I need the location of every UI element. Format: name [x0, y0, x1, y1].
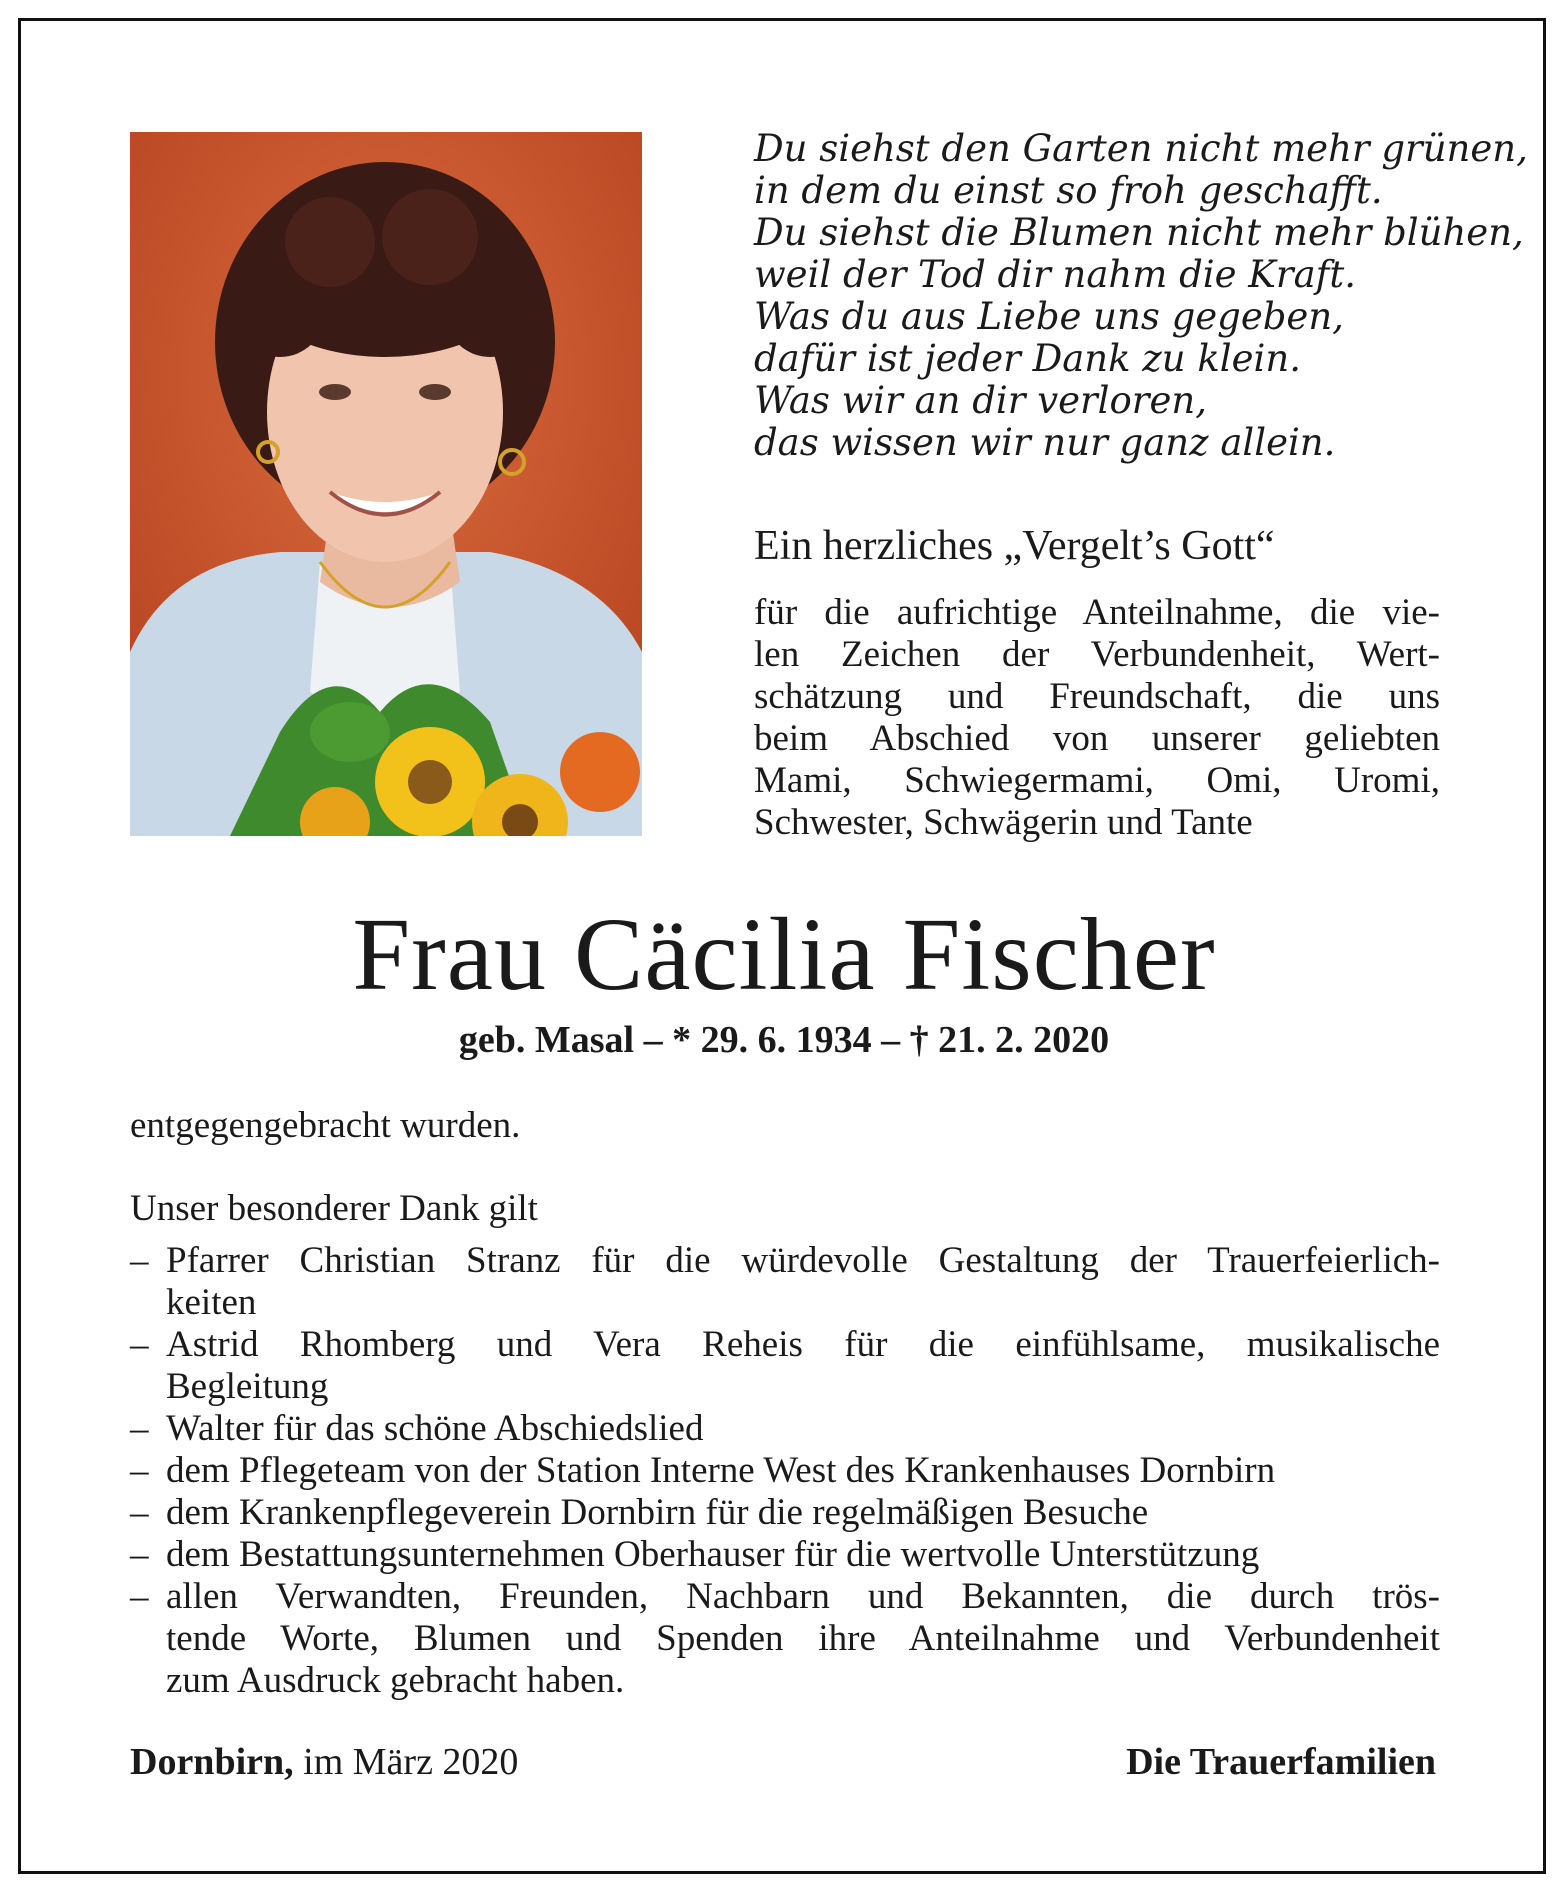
list-item: [130, 1450, 1440, 1492]
date: im März 2020: [303, 1741, 519, 1783]
dash-bullet: –: [130, 1576, 149, 1617]
portrait-photo: [130, 132, 642, 836]
dash-bullet: –: [130, 1324, 149, 1365]
list-item-line: Begleitung: [166, 1366, 329, 1407]
thanks-line: beim Abschied von unserer geliebten: [754, 718, 1440, 759]
dash-bullet: –: [130, 1534, 149, 1575]
list-item-line: keiten: [166, 1282, 257, 1323]
list-item: [130, 1576, 1440, 1702]
deceased-name: Frau Cäcilia Fischer: [352, 897, 1216, 1012]
thanks-heading: Ein herzliches „Vergelt’s Gott“: [754, 523, 1275, 569]
dash-bullet: –: [130, 1492, 149, 1533]
place-date: [130, 1740, 518, 1784]
poem-line: dafür ist jeder Dank zu klein.: [754, 337, 1301, 380]
special-thanks-intro: Unser besonderer Dank gilt: [130, 1188, 538, 1229]
poem-line: weil der Tod dir nahm die Kraft.: [754, 253, 1356, 296]
list-item-line: dem Krankenpflegeverein Dornbirn für die regelmäßigen Besuche: [166, 1492, 1149, 1533]
poem-line: das wissen wir nur ganz allein.: [754, 421, 1336, 464]
memorial-poem: [754, 127, 1528, 464]
list-item: [130, 1240, 1440, 1324]
list-item-line: tende Worte, Blumen und Spenden ihre Anteilnahme und Verbundenheit: [166, 1618, 1440, 1659]
list-item: [130, 1492, 1440, 1534]
list-item-line: Astrid Rhomberg und Vera Reheis für die einfühlsame, musikalische: [166, 1324, 1440, 1365]
birth-death-dates: geb. Masal – * 29. 6. 1934 – † 21. 2. 2020: [458, 1019, 1110, 1061]
list-item-line: zum Ausdruck gebracht haben.: [166, 1660, 625, 1701]
special-thanks-list: [130, 1240, 1440, 1702]
list-item-line: Pfarrer Christian Stranz für die würdevolle Gestaltung der Trauerfeierlich-: [166, 1240, 1440, 1281]
place: Dornbirn,: [130, 1741, 294, 1783]
list-item-line: dem Pflegeteam von der Station Interne West des Krankenhauses Dornbirn: [166, 1450, 1276, 1491]
list-item: [130, 1324, 1440, 1408]
dash-bullet: –: [130, 1408, 149, 1449]
list-item-line: allen Verwandten, Freunden, Nachbarn und Bekannten, die durch trös-: [166, 1576, 1440, 1617]
list-item-line: dem Bestattungsunternehmen Oberhauser für die wertvolle Unterstützung: [166, 1534, 1260, 1575]
poem-line: in dem du einst so froh geschafft.: [754, 169, 1383, 212]
list-item: [130, 1534, 1440, 1576]
thanks-line: schätzung und Freundschaft, die uns: [754, 676, 1440, 717]
thanks-paragraph: [754, 592, 1440, 844]
thanks-line: Mami, Schwiegermami, Omi, Uromi,: [754, 760, 1440, 801]
continuation-text: entgegengebracht wurden.: [130, 1105, 521, 1146]
dash-bullet: –: [130, 1240, 149, 1281]
thanks-line: Schwester, Schwägerin und Tante: [754, 802, 1253, 843]
thanks-line: für die aufrichtige Anteilnahme, die vie-: [754, 592, 1440, 633]
list-item-line: Walter für das schöne Abschiedslied: [166, 1408, 704, 1449]
list-item: [130, 1408, 1440, 1450]
poem-line: Was du aus Liebe uns gegeben,: [754, 295, 1344, 338]
signature: Die Trauerfamilien: [1126, 1741, 1436, 1783]
poem-line: Was wir an dir verloren,: [754, 379, 1207, 422]
poem-line: Du siehst die Blumen nicht mehr blühen,: [754, 211, 1524, 254]
dash-bullet: –: [130, 1450, 149, 1491]
poem-line: Du siehst den Garten nicht mehr grünen,: [754, 127, 1528, 170]
thanks-line: len Zeichen der Verbundenheit, Wert-: [754, 634, 1440, 675]
